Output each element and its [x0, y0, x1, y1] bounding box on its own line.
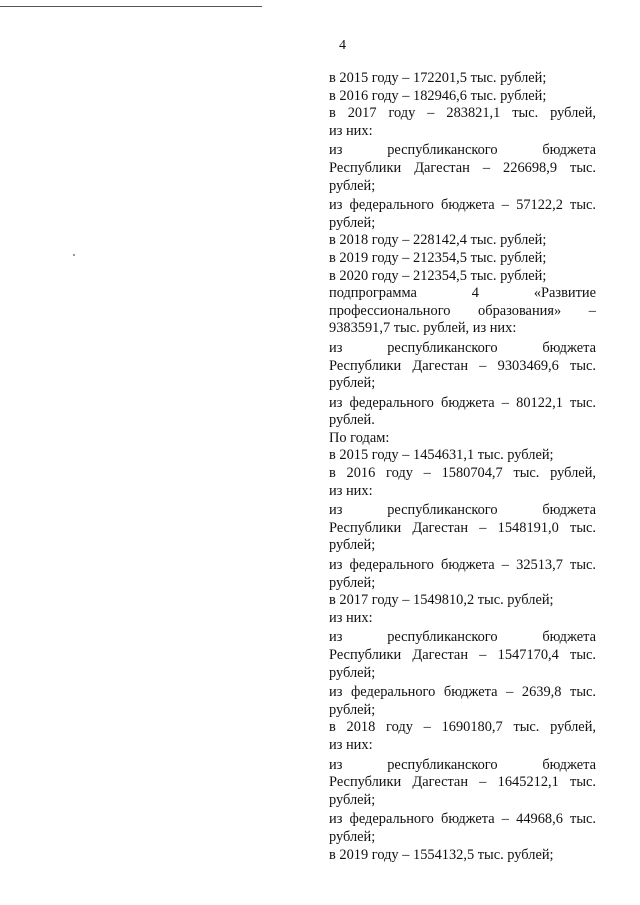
text-line: Республики Дагестан – 1548191,0 тыс. [329, 519, 596, 536]
text-line: рублей; [329, 828, 376, 845]
page-number: 4 [339, 38, 346, 53]
text-line: в 2018 году – 1690180,7 тыс. рублей, [329, 719, 596, 736]
text-line: из них: [329, 609, 373, 626]
text-line: рублей; [329, 664, 376, 681]
text-line: в 2015 году – 1454631,1 тыс. рублей; [329, 447, 554, 464]
text-line: рублей; [329, 177, 376, 194]
text-line: рублей; [329, 574, 376, 591]
text-line: Республики Дагестан – 226698,9 тыс. [329, 159, 596, 176]
text-line: рублей; [329, 375, 376, 392]
text-line: из республиканского бюджета [329, 502, 596, 519]
text-line: из федерального бюджета – 57122,2 тыс. [329, 197, 596, 214]
text-line: из республиканского бюджета [329, 339, 596, 356]
text-line: рублей; [329, 791, 376, 808]
text-line: в 2015 году – 172201,5 тыс. рублей; [329, 70, 547, 86]
text-line: рублей; [329, 214, 376, 231]
text-line: из федерального бюджета – 44968,6 тыс. [329, 811, 596, 828]
text-line: в 2017 году – 1549810,2 тыс. рублей; [329, 592, 554, 609]
text-line: подпрограмма 4 «Развитие [329, 285, 596, 302]
text-line: из федерального бюджета – 80122,1 тыс. [329, 394, 596, 411]
text-line: Республики Дагестан – 9303469,6 тыс. [329, 357, 596, 374]
scan-edge-line [0, 6, 262, 7]
text-line: в 2016 году – 182946,6 тыс. рублей; [329, 87, 547, 104]
text-line: в 2020 году – 212354,5 тыс. рублей; [329, 267, 547, 284]
text-line: рублей. [329, 412, 375, 429]
text-line: 9383591,7 тыс. рублей, из них: [329, 320, 517, 337]
text-line: в 2019 году – 1554132,5 тыс. рублей; [329, 846, 554, 863]
text-line: из республиканского бюджета [329, 756, 596, 773]
text-line: из федерального бюджета – 2639,8 тыс. [329, 684, 596, 701]
text-line: профессионального образования» – [329, 302, 596, 319]
text-line: в 2019 году – 212354,5 тыс. рублей; [329, 249, 547, 266]
document-body-text [329, 70, 596, 864]
text-line: в 2018 году – 228142,4 тыс. рублей; [329, 232, 547, 249]
text-line: рублей; [329, 537, 376, 554]
text-line: По годам: [329, 429, 390, 446]
scan-speck [73, 254, 75, 256]
text-line: в 2016 году – 1580704,7 тыс. рублей, [329, 465, 596, 482]
text-line: из них: [329, 122, 373, 139]
text-line: из федерального бюджета – 32513,7 тыс. [329, 557, 596, 574]
text-line: рублей; [329, 701, 376, 718]
text-line: из них: [329, 482, 373, 499]
text-line: из них: [329, 736, 373, 753]
text-line: из республиканского бюджета [329, 142, 596, 159]
text-line: Республики Дагестан – 1547170,4 тыс. [329, 647, 596, 663]
text-line: в 2017 году – 283821,1 тыс. рублей, [329, 105, 596, 122]
text-line: из республиканского бюджета [329, 629, 596, 646]
text-line: Республики Дагестан – 1645212,1 тыс. [329, 774, 596, 791]
